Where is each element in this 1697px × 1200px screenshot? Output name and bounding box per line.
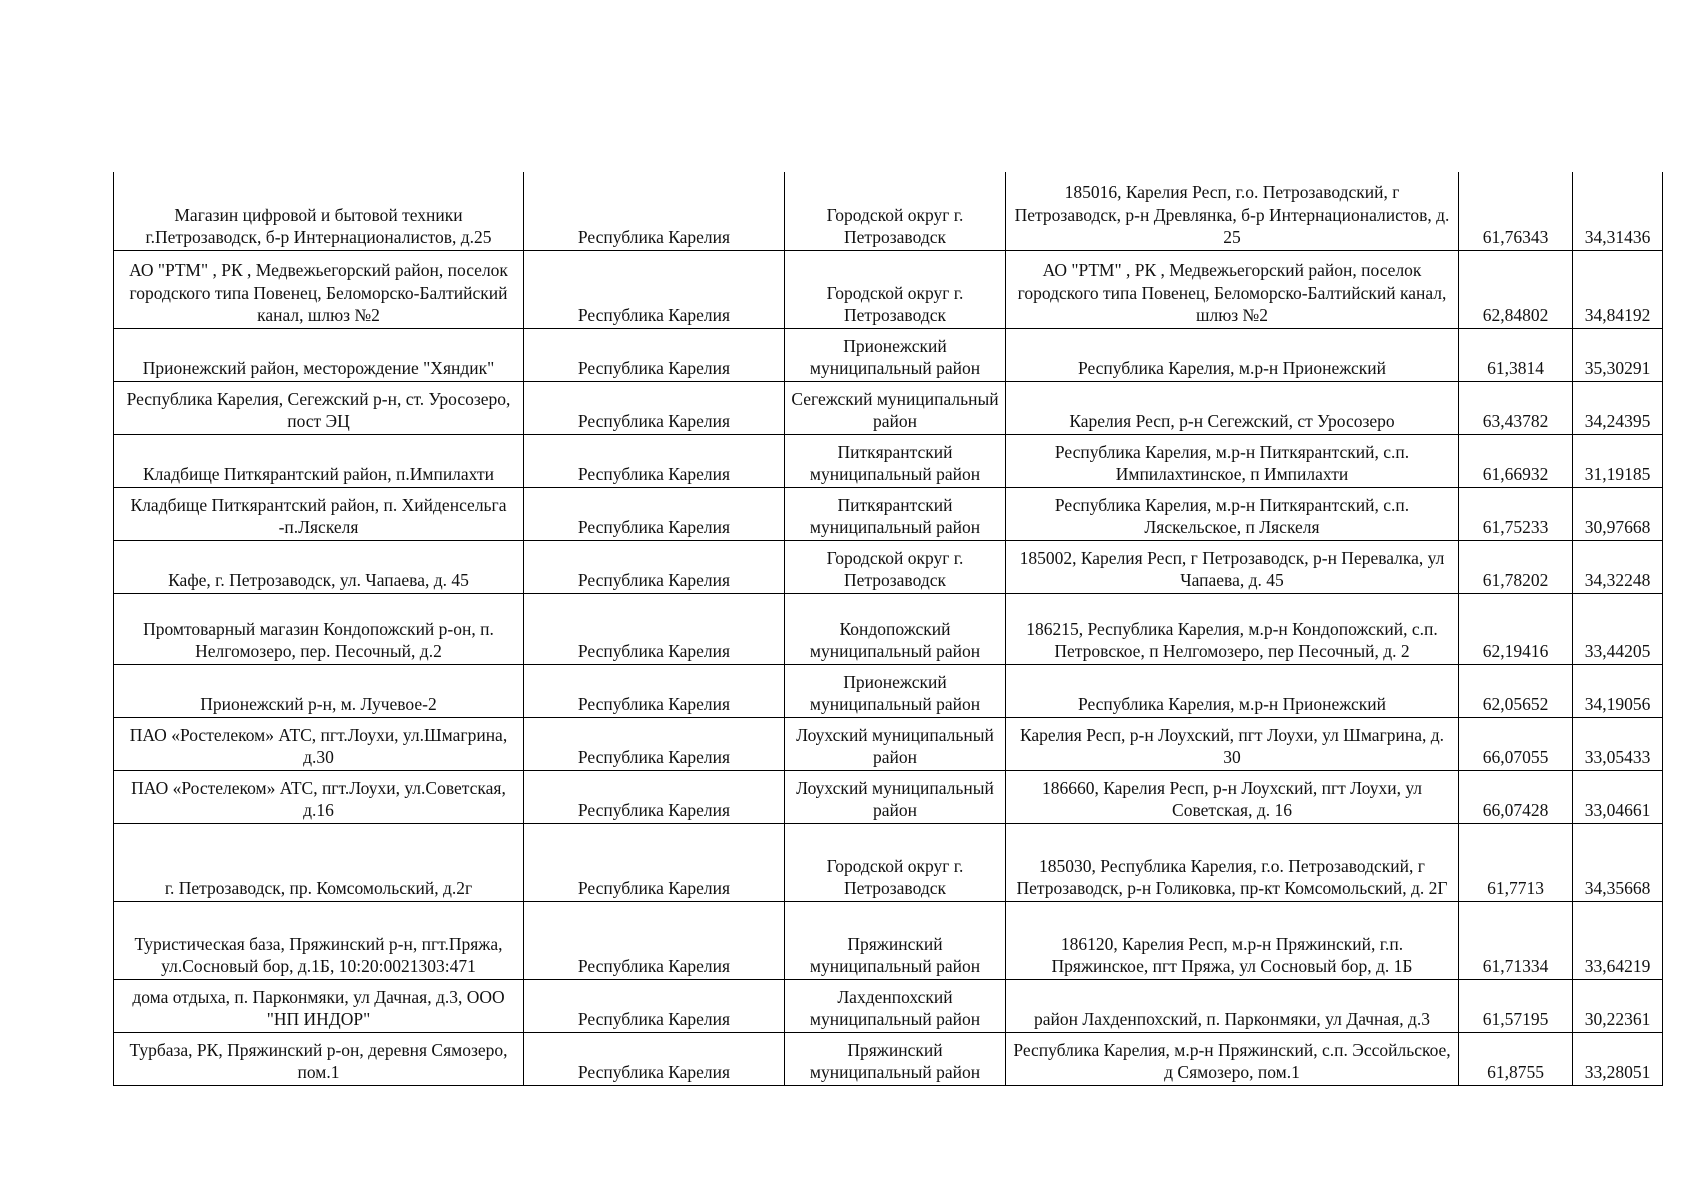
object-name-cell: г. Петрозаводск, пр. Комсомольский, д.2г [114,823,524,901]
table-row [114,979,1663,1032]
longitude-cell: 33,05433 [1573,717,1663,770]
longitude-cell: 35,30291 [1573,328,1663,381]
latitude-cell: 61,57195 [1459,979,1573,1032]
table-body [114,172,1663,1085]
longitude-cell: 34,19056 [1573,664,1663,717]
address-cell: Республика Карелия, м.р-н Прионежский [1006,664,1459,717]
longitude-cell: 34,84192 [1573,250,1663,328]
region-cell: Республика Карелия [524,381,785,434]
longitude-cell: 34,32248 [1573,540,1663,593]
district-cell: Лоухский муниципальный район [785,770,1006,823]
district-cell: Городской округ г. Петрозаводск [785,172,1006,250]
latitude-cell: 61,8755 [1459,1032,1573,1085]
address-cell: 186120, Карелия Респ, м.р-н Пряжинский, г.п. Пряжинское, пгт Пряжа, ул Сосновый бор, д. 1Б [1006,901,1459,979]
latitude-cell: 66,07428 [1459,770,1573,823]
region-cell: Республика Карелия [524,901,785,979]
district-cell: Пряжинский муниципальный район [785,1032,1006,1085]
table-row [114,172,1663,250]
latitude-cell: 61,75233 [1459,487,1573,540]
region-cell: Республика Карелия [524,664,785,717]
table-row [114,250,1663,328]
longitude-cell: 33,28051 [1573,1032,1663,1085]
latitude-cell: 61,76343 [1459,172,1573,250]
address-cell: Республика Карелия, м.р-н Пряжинский, с.п. Эссойльское, д Сямозеро, пом.1 [1006,1032,1459,1085]
district-cell: Городской округ г. Петрозаводск [785,250,1006,328]
object-name-cell: Прионежский район, месторождение "Хяндик" [114,328,524,381]
latitude-cell: 61,3814 [1459,328,1573,381]
district-cell: Пряжинский муниципальный район [785,901,1006,979]
longitude-cell: 34,35668 [1573,823,1663,901]
address-cell: 186660, Карелия Респ, р-н Лоухский, пгт Лоухи, ул Советская, д. 16 [1006,770,1459,823]
region-cell: Республика Карелия [524,250,785,328]
district-cell: Прионежский муниципальный район [785,664,1006,717]
object-name-cell: Турбаза, РК, Пряжинский р-он, деревня Сямозеро, пом.1 [114,1032,524,1085]
district-cell: Питкярантский муниципальный район [785,434,1006,487]
latitude-cell: 62,19416 [1459,593,1573,664]
region-cell: Республика Карелия [524,1032,785,1085]
address-cell: 186215, Республика Карелия, м.р-н Кондопожский, с.п. Петровское, п Нелгомозеро, пер Песочный, д. 2 [1006,593,1459,664]
latitude-cell: 61,71334 [1459,901,1573,979]
table-row [114,328,1663,381]
object-name-cell: Кафе, г. Петрозаводск, ул. Чапаева, д. 45 [114,540,524,593]
longitude-cell: 30,97668 [1573,487,1663,540]
longitude-cell: 30,22361 [1573,979,1663,1032]
district-cell: Кондопожский муниципальный район [785,593,1006,664]
address-cell: 185030, Республика Карелия, г.о. Петрозаводский, г Петрозаводск, р-н Голиковка, пр-кт Комсомольский, д. 2Г [1006,823,1459,901]
table-row [114,823,1663,901]
object-name-cell: Кладбище Питкярантский район, п. Хийденсельга -п.Ляскеля [114,487,524,540]
table-row [114,717,1663,770]
latitude-cell: 62,84802 [1459,250,1573,328]
region-cell: Республика Карелия [524,979,785,1032]
object-name-cell: дома отдыха, п. Парконмяки, ул Дачная, д.3, ООО "НП ИНДОР" [114,979,524,1032]
address-cell: Республика Карелия, м.р-н Питкярантский, с.п. Импилахтинское, п Импилахти [1006,434,1459,487]
region-cell: Республика Карелия [524,770,785,823]
district-cell: Питкярантский муниципальный район [785,487,1006,540]
latitude-cell: 63,43782 [1459,381,1573,434]
longitude-cell: 34,24395 [1573,381,1663,434]
address-cell: АО "РТМ" , РК , Медвежьегорский район, поселок городского типа Повенец, Беломорско-Балтийский канал, шлюз №2 [1006,250,1459,328]
district-cell: Лахденпохский муниципальный район [785,979,1006,1032]
longitude-cell: 34,31436 [1573,172,1663,250]
address-cell: Карелия Респ, р-н Лоухский, пгт Лоухи, ул Шмагрина, д. 30 [1006,717,1459,770]
table-row [114,593,1663,664]
object-name-cell: Республика Карелия, Сегежский р-н, ст. Уросозеро, пост ЭЦ [114,381,524,434]
table-row [114,540,1663,593]
longitude-cell: 33,44205 [1573,593,1663,664]
longitude-cell: 31,19185 [1573,434,1663,487]
object-name-cell: ПАО «Ростелеком» АТС, пгт.Лоухи, ул.Советская, д.16 [114,770,524,823]
object-name-cell: ПАО «Ростелеком» АТС, пгт.Лоухи, ул.Шмагрина, д.30 [114,717,524,770]
region-cell: Республика Карелия [524,328,785,381]
district-cell: Сегежский муниципальный район [785,381,1006,434]
region-cell: Республика Карелия [524,487,785,540]
longitude-cell: 33,04661 [1573,770,1663,823]
object-name-cell: АО "РТМ" , РК , Медвежьегорский район, поселок городского типа Повенец, Беломорско-Балтийский канал, шлюз №2 [114,250,524,328]
district-cell: Городской округ г. Петрозаводск [785,823,1006,901]
latitude-cell: 66,07055 [1459,717,1573,770]
object-name-cell: Кладбище Питкярантский район, п.Импилахти [114,434,524,487]
table-row [114,487,1663,540]
address-cell: Республика Карелия, м.р-н Прионежский [1006,328,1459,381]
objects-table [113,172,1663,1086]
region-cell: Республика Карелия [524,823,785,901]
table-row [114,381,1663,434]
region-cell: Республика Карелия [524,717,785,770]
latitude-cell: 61,66932 [1459,434,1573,487]
region-cell: Республика Карелия [524,540,785,593]
district-cell: Прионежский муниципальный район [785,328,1006,381]
table-row [114,1032,1663,1085]
region-cell: Республика Карелия [524,434,785,487]
longitude-cell: 33,64219 [1573,901,1663,979]
latitude-cell: 61,7713 [1459,823,1573,901]
address-cell: Республика Карелия, м.р-н Питкярантский, с.п. Ляскельское, п Ляскеля [1006,487,1459,540]
object-name-cell: Прионежский р-н, м. Лучевое-2 [114,664,524,717]
table-row [114,664,1663,717]
latitude-cell: 61,78202 [1459,540,1573,593]
table-row [114,434,1663,487]
object-name-cell: Магазин цифровой и бытовой техники г.Петрозаводск, б-р Интернационалистов, д.25 [114,172,524,250]
address-cell: Карелия Респ, р-н Сегежский, ст Уросозеро [1006,381,1459,434]
object-name-cell: Туристическая база, Пряжинский р-н, пгт.Пряжа, ул.Сосновый бор, д.1Б, 10:20:0021303:471 [114,901,524,979]
region-cell: Республика Карелия [524,593,785,664]
address-cell: 185002, Карелия Респ, г Петрозаводск, р-н Перевалка, ул Чапаева, д. 45 [1006,540,1459,593]
table-row [114,770,1663,823]
object-name-cell: Промтоварный магазин Кондопожский р-он, п. Нелгомозеро, пер. Песочный, д.2 [114,593,524,664]
district-cell: Городской округ г. Петрозаводск [785,540,1006,593]
region-cell: Республика Карелия [524,172,785,250]
address-cell: 185016, Карелия Респ, г.о. Петрозаводский, г Петрозаводск, р-н Древлянка, б-р Интернационалистов, д. 25 [1006,172,1459,250]
district-cell: Лоухский муниципальный район [785,717,1006,770]
table-row [114,901,1663,979]
address-cell: район Лахденпохский, п. Парконмяки, ул Дачная, д.3 [1006,979,1459,1032]
latitude-cell: 62,05652 [1459,664,1573,717]
